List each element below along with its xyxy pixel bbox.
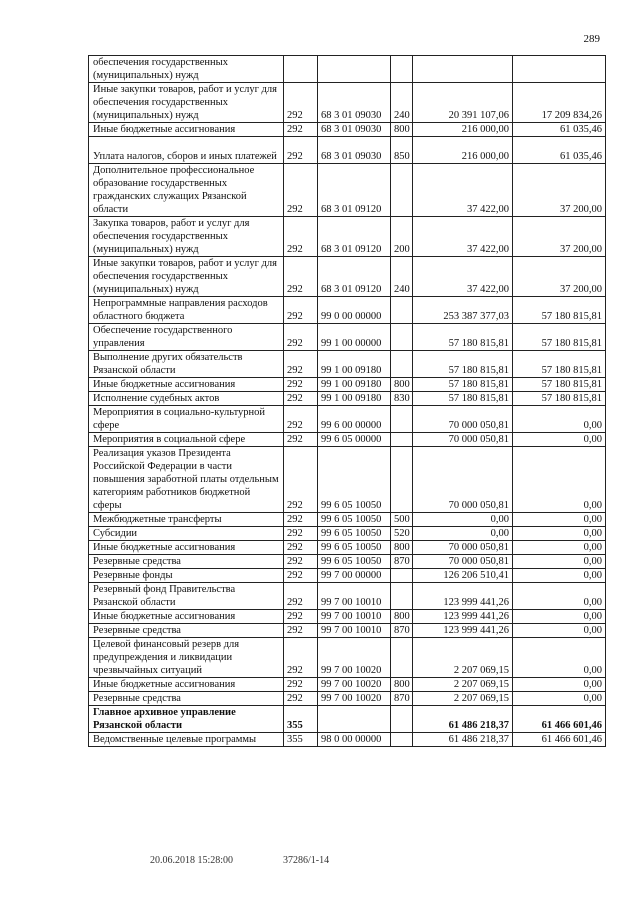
footer-doc-id: 37286/1-14	[283, 855, 330, 866]
row-sum-plan-cell: 70 000 050,81	[413, 555, 513, 569]
row-code-cell: 292	[284, 164, 318, 217]
row-sum-exec-cell: 61 035,46	[513, 137, 606, 164]
row-vr-cell: 800	[391, 541, 413, 555]
row-sum-plan-cell: 0,00	[413, 527, 513, 541]
row-name-cell: Резервные средства	[89, 692, 284, 706]
row-code-cell: 292	[284, 392, 318, 406]
table-row	[89, 406, 606, 433]
row-sum-exec-cell: 0,00	[513, 678, 606, 692]
row-sum-exec-cell: 0,00	[513, 610, 606, 624]
row-vr-cell	[391, 638, 413, 678]
row-sum-exec-cell: 17 209 834,26	[513, 83, 606, 123]
row-code-cell: 355	[284, 706, 318, 733]
table-row	[89, 583, 606, 610]
row-name-cell: Иные закупки товаров, работ и услуг для обеспечения государственных (муниципальных) нужд	[89, 257, 284, 297]
row-code-cell: 292	[284, 513, 318, 527]
row-sum-exec-cell: 61 466 601,46	[513, 706, 606, 733]
row-sum-exec-cell: 37 200,00	[513, 164, 606, 217]
row-name-cell: Резервные средства	[89, 624, 284, 638]
row-csr-cell: 99 7 00 10010	[318, 583, 391, 610]
row-sum-exec-cell: 0,00	[513, 541, 606, 555]
row-code-cell: 292	[284, 527, 318, 541]
row-code-cell: 292	[284, 406, 318, 433]
row-csr-cell: 99 7 00 10010	[318, 624, 391, 638]
row-csr-cell: 99 6 05 10050	[318, 513, 391, 527]
row-sum-plan-cell: 61 486 218,37	[413, 733, 513, 747]
row-vr-cell	[391, 324, 413, 351]
row-sum-exec-cell: 57 180 815,81	[513, 324, 606, 351]
table-row	[89, 433, 606, 447]
row-csr-cell: 99 7 00 10020	[318, 678, 391, 692]
row-name-cell: Ведомственные целевые программы	[89, 733, 284, 747]
row-csr-cell: 99 7 00 00000	[318, 569, 391, 583]
row-sum-exec-cell: 0,00	[513, 638, 606, 678]
row-name-cell: Иные бюджетные ассигнования	[89, 123, 284, 137]
row-vr-cell	[391, 56, 413, 83]
table-body	[89, 56, 606, 747]
row-code-cell: 292	[284, 692, 318, 706]
row-code-cell: 292	[284, 297, 318, 324]
row-vr-cell	[391, 351, 413, 378]
row-sum-plan-cell: 37 422,00	[413, 164, 513, 217]
row-name-cell: Межбюджетные трансферты	[89, 513, 284, 527]
row-csr-cell: 68 3 01 09120	[318, 217, 391, 257]
row-code-cell: 292	[284, 378, 318, 392]
row-name-cell: Иные бюджетные ассигнования	[89, 678, 284, 692]
row-csr-cell: 68 3 01 09030	[318, 137, 391, 164]
row-csr-cell: 99 6 05 10050	[318, 541, 391, 555]
table-row	[89, 56, 606, 83]
row-name-cell: Иные бюджетные ассигнования	[89, 378, 284, 392]
row-sum-plan-cell: 216 000,00	[413, 123, 513, 137]
row-code-cell: 292	[284, 569, 318, 583]
row-vr-cell	[391, 733, 413, 747]
row-code-cell: 292	[284, 610, 318, 624]
row-name-cell: Иные закупки товаров, работ и услуг для обеспечения государственных (муниципальных) нужд	[89, 83, 284, 123]
row-csr-cell: 99 6 00 00000	[318, 406, 391, 433]
row-sum-plan-cell: 123 999 441,26	[413, 610, 513, 624]
row-code-cell: 292	[284, 447, 318, 513]
row-code-cell: 292	[284, 624, 318, 638]
row-code-cell: 292	[284, 433, 318, 447]
row-sum-plan-cell	[413, 56, 513, 83]
row-vr-cell: 870	[391, 555, 413, 569]
row-code-cell	[284, 56, 318, 83]
row-sum-exec-cell: 0,00	[513, 692, 606, 706]
row-csr-cell: 99 1 00 09180	[318, 378, 391, 392]
row-csr-cell: 68 3 01 09030	[318, 123, 391, 137]
table-row	[89, 257, 606, 297]
table-row	[89, 378, 606, 392]
row-sum-exec-cell: 0,00	[513, 433, 606, 447]
row-vr-cell: 870	[391, 624, 413, 638]
row-csr-cell: 99 6 05 10050	[318, 527, 391, 541]
row-code-cell: 292	[284, 123, 318, 137]
table-row	[89, 83, 606, 123]
row-sum-plan-cell: 57 180 815,81	[413, 324, 513, 351]
row-csr-cell: 99 1 00 09180	[318, 392, 391, 406]
row-vr-cell: 800	[391, 610, 413, 624]
table-row	[89, 513, 606, 527]
row-vr-cell	[391, 406, 413, 433]
row-sum-exec-cell: 0,00	[513, 447, 606, 513]
row-sum-exec-cell: 0,00	[513, 569, 606, 583]
row-name-cell: Целевой финансовый резерв для предупреждения и ликвидации чрезвычайных ситуаций	[89, 638, 284, 678]
row-sum-plan-cell: 0,00	[413, 513, 513, 527]
row-vr-cell: 520	[391, 527, 413, 541]
row-sum-plan-cell: 70 000 050,81	[413, 433, 513, 447]
table-row	[89, 678, 606, 692]
row-sum-plan-cell: 70 000 050,81	[413, 406, 513, 433]
row-vr-cell	[391, 297, 413, 324]
row-vr-cell: 240	[391, 257, 413, 297]
row-csr-cell	[318, 56, 391, 83]
row-code-cell: 355	[284, 733, 318, 747]
row-name-cell: обеспечения государственных (муниципальных) нужд	[89, 56, 284, 83]
row-vr-cell	[391, 583, 413, 610]
row-code-cell: 292	[284, 83, 318, 123]
table-row	[89, 555, 606, 569]
row-name-cell: Уплата налогов, сборов и иных платежей	[89, 137, 284, 164]
row-csr-cell: 99 6 05 10050	[318, 555, 391, 569]
row-sum-plan-cell: 37 422,00	[413, 217, 513, 257]
table-row	[89, 123, 606, 137]
row-sum-plan-cell: 2 207 069,15	[413, 692, 513, 706]
table-row	[89, 638, 606, 678]
table-row	[89, 527, 606, 541]
row-name-cell: Выполнение других обязательств Рязанской области	[89, 351, 284, 378]
row-name-cell: Мероприятия в социальной сфере	[89, 433, 284, 447]
table-row	[89, 164, 606, 217]
row-sum-plan-cell: 216 000,00	[413, 137, 513, 164]
row-vr-cell: 850	[391, 137, 413, 164]
table-row	[89, 541, 606, 555]
row-csr-cell: 68 3 01 09120	[318, 257, 391, 297]
table-row	[89, 297, 606, 324]
row-vr-cell	[391, 706, 413, 733]
row-sum-plan-cell: 57 180 815,81	[413, 351, 513, 378]
row-vr-cell: 800	[391, 378, 413, 392]
row-vr-cell: 830	[391, 392, 413, 406]
row-csr-cell: 99 7 00 10020	[318, 638, 391, 678]
row-code-cell: 292	[284, 678, 318, 692]
row-sum-plan-cell: 123 999 441,26	[413, 624, 513, 638]
row-sum-exec-cell: 57 180 815,81	[513, 378, 606, 392]
row-sum-plan-cell: 37 422,00	[413, 257, 513, 297]
row-csr-cell: 99 7 00 10010	[318, 610, 391, 624]
table-row	[89, 137, 606, 164]
row-sum-plan-cell: 2 207 069,15	[413, 638, 513, 678]
row-code-cell: 292	[284, 555, 318, 569]
row-csr-cell: 99 1 00 09180	[318, 351, 391, 378]
row-sum-plan-cell: 70 000 050,81	[413, 541, 513, 555]
row-csr-cell: 99 0 00 00000	[318, 297, 391, 324]
row-name-cell: Мероприятия в социально-культурной сфере	[89, 406, 284, 433]
row-csr-cell: 98 0 00 00000	[318, 733, 391, 747]
row-code-cell: 292	[284, 137, 318, 164]
row-vr-cell	[391, 164, 413, 217]
row-sum-plan-cell: 2 207 069,15	[413, 678, 513, 692]
row-name-cell: Реализация указов Президента Российской Федерации в части повышения заработной платы отдельным категориям работников бюджетной сферы	[89, 447, 284, 513]
row-sum-exec-cell: 0,00	[513, 513, 606, 527]
row-csr-cell: 68 3 01 09120	[318, 164, 391, 217]
row-name-cell: Непрограммные направления расходов областного бюджета	[89, 297, 284, 324]
row-vr-cell: 240	[391, 83, 413, 123]
row-vr-cell: 500	[391, 513, 413, 527]
table-row	[89, 610, 606, 624]
row-name-cell: Субсидии	[89, 527, 284, 541]
row-code-cell: 292	[284, 638, 318, 678]
row-sum-exec-cell: 61 035,46	[513, 123, 606, 137]
row-code-cell: 292	[284, 541, 318, 555]
row-name-cell: Исполнение судебных актов	[89, 392, 284, 406]
row-sum-exec-cell	[513, 56, 606, 83]
row-sum-exec-cell: 0,00	[513, 583, 606, 610]
row-vr-cell	[391, 433, 413, 447]
row-sum-exec-cell: 57 180 815,81	[513, 297, 606, 324]
row-sum-exec-cell: 57 180 815,81	[513, 351, 606, 378]
row-sum-exec-cell: 0,00	[513, 624, 606, 638]
row-code-cell: 292	[284, 351, 318, 378]
row-name-cell: Резервные средства	[89, 555, 284, 569]
table-row	[89, 392, 606, 406]
table-row	[89, 447, 606, 513]
budget-table	[88, 55, 606, 747]
row-sum-plan-cell: 123 999 441,26	[413, 583, 513, 610]
row-name-cell: Иные бюджетные ассигнования	[89, 541, 284, 555]
table-row	[89, 351, 606, 378]
row-sum-exec-cell: 37 200,00	[513, 217, 606, 257]
row-sum-exec-cell: 37 200,00	[513, 257, 606, 297]
table-row	[89, 733, 606, 747]
row-sum-plan-cell: 126 206 510,41	[413, 569, 513, 583]
row-code-cell: 292	[284, 324, 318, 351]
row-sum-plan-cell: 57 180 815,81	[413, 378, 513, 392]
row-sum-exec-cell: 0,00	[513, 527, 606, 541]
row-code-cell: 292	[284, 583, 318, 610]
row-name-cell: Резервный фонд Правительства Рязанской области	[89, 583, 284, 610]
row-vr-cell	[391, 447, 413, 513]
row-sum-exec-cell: 0,00	[513, 555, 606, 569]
row-vr-cell: 870	[391, 692, 413, 706]
row-name-cell: Резервные фонды	[89, 569, 284, 583]
row-name-cell: Дополнительное профессиональное образование государственных гражданских служащих Рязанской области	[89, 164, 284, 217]
row-sum-plan-cell: 57 180 815,81	[413, 392, 513, 406]
row-vr-cell	[391, 569, 413, 583]
row-vr-cell: 800	[391, 678, 413, 692]
row-csr-cell: 68 3 01 09030	[318, 83, 391, 123]
row-sum-plan-cell: 253 387 377,03	[413, 297, 513, 324]
row-csr-cell	[318, 706, 391, 733]
table-row	[89, 217, 606, 257]
row-vr-cell: 800	[391, 123, 413, 137]
row-csr-cell: 99 6 05 00000	[318, 433, 391, 447]
page-number: 289	[583, 33, 600, 45]
row-vr-cell: 200	[391, 217, 413, 257]
table-row	[89, 692, 606, 706]
row-code-cell: 292	[284, 257, 318, 297]
row-sum-exec-cell: 0,00	[513, 406, 606, 433]
row-name-cell: Главное архивное управление Рязанской области	[89, 706, 284, 733]
table-row	[89, 569, 606, 583]
row-csr-cell: 99 6 05 10050	[318, 447, 391, 513]
row-name-cell: Закупка товаров, работ и услуг для обеспечения государственных (муниципальных) нужд	[89, 217, 284, 257]
row-csr-cell: 99 7 00 10020	[318, 692, 391, 706]
table-row	[89, 706, 606, 733]
row-name-cell: Обеспечение государственного управления	[89, 324, 284, 351]
table-row	[89, 324, 606, 351]
row-code-cell: 292	[284, 217, 318, 257]
row-name-cell: Иные бюджетные ассигнования	[89, 610, 284, 624]
row-sum-plan-cell: 70 000 050,81	[413, 447, 513, 513]
row-csr-cell: 99 1 00 00000	[318, 324, 391, 351]
row-sum-exec-cell: 57 180 815,81	[513, 392, 606, 406]
row-sum-plan-cell: 61 486 218,37	[413, 706, 513, 733]
footer-datetime: 20.06.2018 15:28:00	[150, 855, 234, 866]
row-sum-plan-cell: 20 391 107,06	[413, 83, 513, 123]
row-sum-exec-cell: 61 466 601,46	[513, 733, 606, 747]
table-row	[89, 624, 606, 638]
